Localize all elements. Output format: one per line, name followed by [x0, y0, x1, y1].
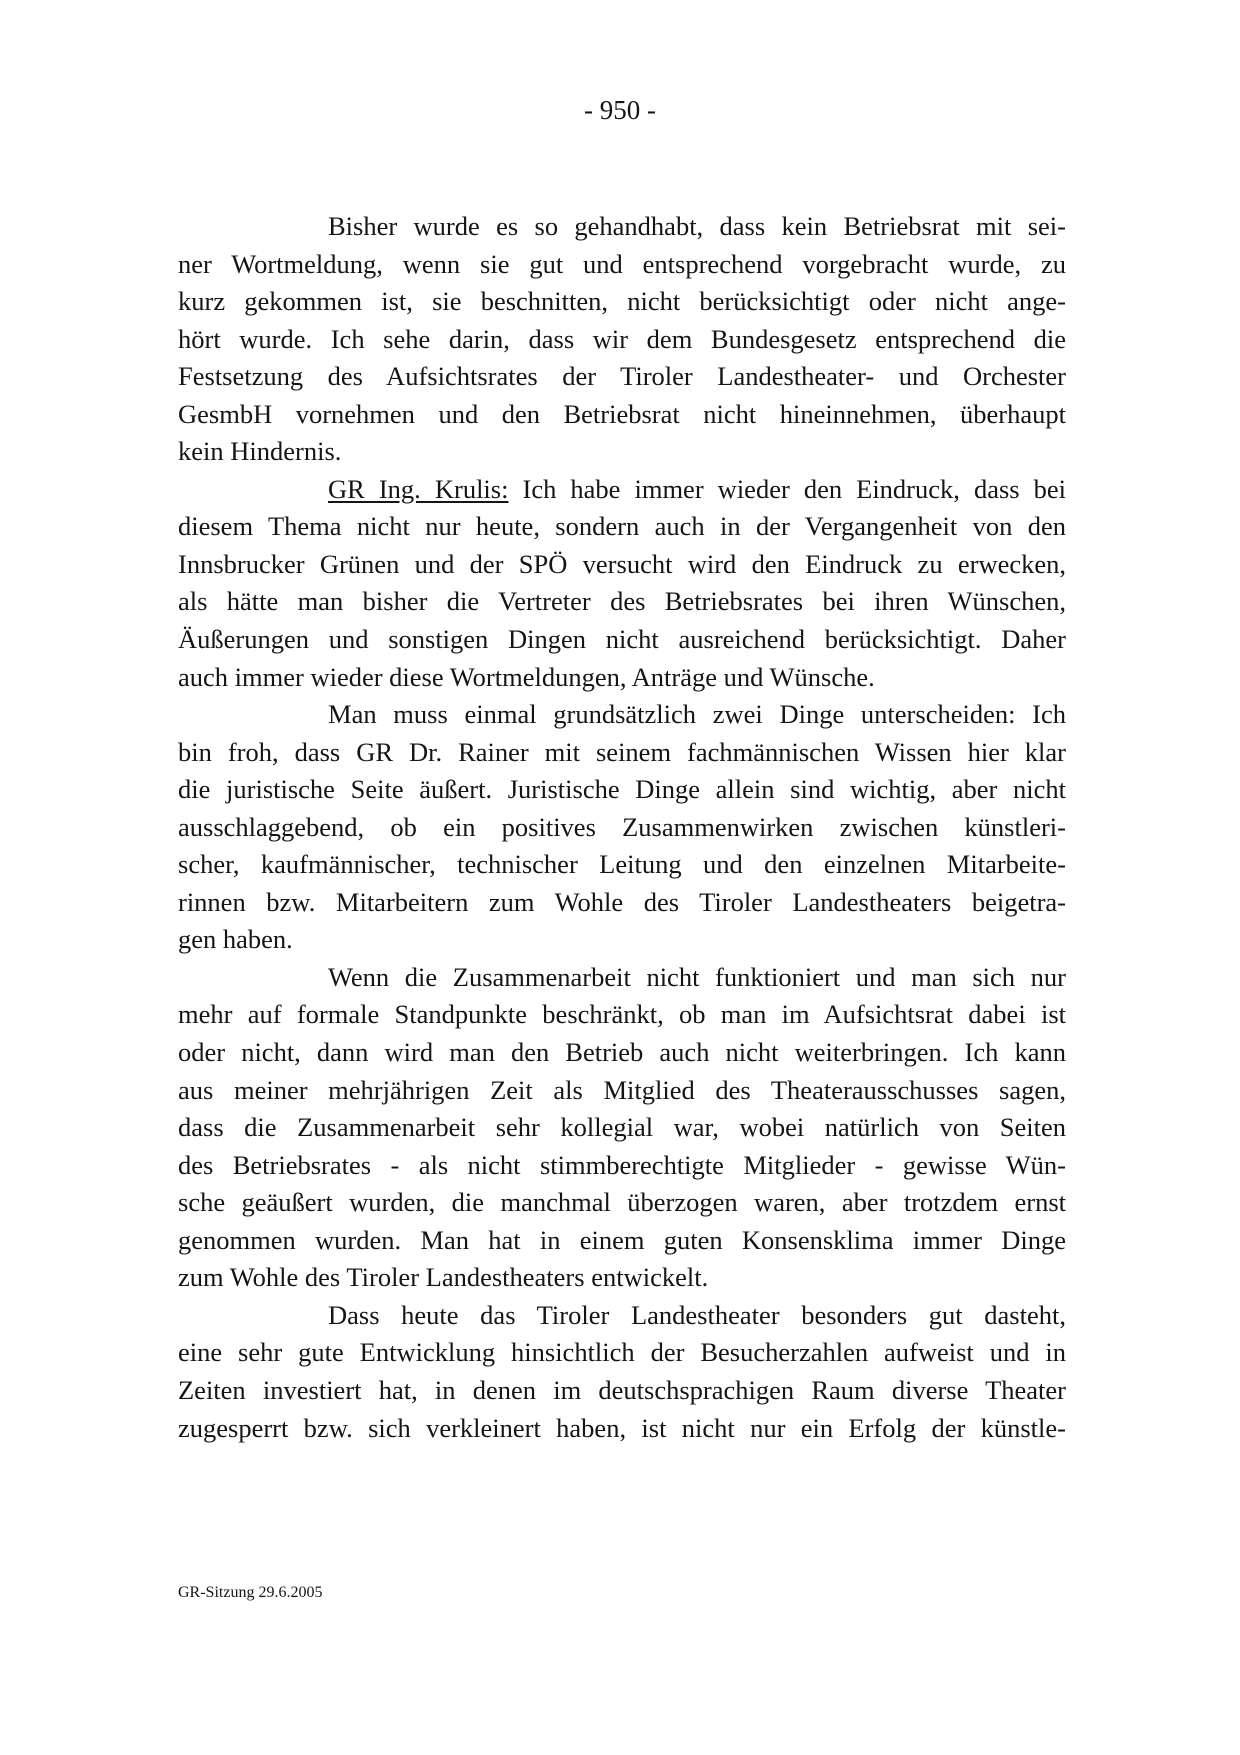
text-line	[178, 959, 1066, 997]
text-line	[178, 246, 1066, 284]
page-number: - 950 -	[584, 95, 656, 125]
text-line	[178, 583, 1066, 621]
text-line	[178, 1034, 1066, 1072]
text-line	[178, 1410, 1066, 1448]
line-text: zugesperrt bzw. sich verkleinert haben, ist nicht nur ein Erfolg der künstle-	[178, 1412, 1066, 1443]
text-line	[178, 809, 1066, 847]
text-line	[178, 1072, 1066, 1110]
paragraph	[178, 208, 1066, 471]
text-line	[178, 433, 1066, 471]
text-line	[178, 396, 1066, 434]
line-text: ausschlaggebend, ob ein positives Zusammenwirken zwischen künstleri-	[178, 811, 1066, 842]
paragraph	[178, 959, 1066, 1297]
paragraph	[178, 1297, 1066, 1447]
text-line	[178, 771, 1066, 809]
line-text: kurz gekommen ist, sie beschnitten, nicht berücksichtigt oder nicht ange-	[178, 286, 1066, 317]
line-text: sche geäußert wurden, die manchmal überzogen waren, aber trotzdem ernst	[178, 1187, 1066, 1218]
line-text: ner Wortmeldung, wenn sie gut und entsprechend vorgebracht wurde, zu	[178, 248, 1066, 279]
line-text: aus meiner mehrjährigen Zeit als Mitglied des Theaterausschusses sagen,	[178, 1074, 1066, 1105]
text-line	[178, 846, 1066, 884]
line-text: Man muss einmal grundsätzlich zwei Dinge unterscheiden: Ich	[328, 699, 1066, 730]
text-line	[178, 1222, 1066, 1260]
line-text: Wenn die Zusammenarbeit nicht funktioniert und man sich nur	[328, 961, 1066, 992]
line-text: Innsbrucker Grünen und der SPÖ versucht wird den Eindruck zu erwecken,	[178, 548, 1066, 579]
line-text: gen haben.	[178, 924, 293, 955]
line-text: Dass heute das Tiroler Landestheater besonders gut dasteht,	[328, 1299, 1066, 1330]
line-text: Festsetzung des Aufsichtsrates der Tiroler Landestheater- und Orchester	[178, 361, 1066, 392]
line-text: genommen wurden. Man hat in einem guten Konsensklima immer Dinge	[178, 1224, 1066, 1255]
text-line	[178, 471, 1066, 509]
text-line	[178, 921, 1066, 959]
line-text: oder nicht, dann wird man den Betrieb auch nicht weiterbringen. Ich kann	[178, 1037, 1066, 1068]
paragraph	[178, 696, 1066, 959]
text-line	[178, 321, 1066, 359]
line-text: Zeiten investiert hat, in denen im deutschsprachigen Raum diverse Theater	[178, 1374, 1066, 1405]
line-text: des Betriebsrates - als nicht stimmberechtigte Mitglieder - gewisse Wün-	[178, 1149, 1066, 1180]
speaker-name: GR Ing. Krulis:	[328, 473, 509, 504]
line-text: scher, kaufmännischer, technischer Leitung und den einzelnen Mitarbeite-	[178, 849, 1066, 880]
line-text: Bisher wurde es so gehandhabt, dass kein Betriebsrat mit sei-	[328, 211, 1066, 241]
line-text: eine sehr gute Entwicklung hinsichtlich der Besucherzahlen aufweist und in	[178, 1337, 1066, 1368]
line-text: die juristische Seite äußert. Juristische Dinge allein sind wichtig, aber nicht	[178, 774, 1066, 805]
line-text: dass die Zusammenarbeit sehr kollegial war, wobei natürlich von Seiten	[178, 1112, 1066, 1143]
text-line	[178, 884, 1066, 922]
line-text: Ich habe immer wieder den Eindruck, dass bei	[508, 473, 1067, 504]
text-line	[178, 1184, 1066, 1222]
text-line	[178, 546, 1066, 584]
line-text: bin froh, dass GR Dr. Rainer mit seinem fachmännischen Wissen hier klar	[178, 736, 1066, 767]
line-text: Äußerungen und sonstigen Dingen nicht ausreichend berücksichtigt. Daher	[178, 624, 1066, 655]
text-line	[178, 659, 1066, 697]
text-line	[178, 1259, 1066, 1297]
body-text	[178, 208, 1066, 1447]
text-line	[178, 696, 1066, 734]
text-line	[178, 1334, 1066, 1372]
text-line	[178, 996, 1066, 1034]
text-line	[178, 621, 1066, 659]
line-text: mehr auf formale Standpunkte beschränkt, ob man im Aufsichtsrat dabei ist	[178, 999, 1066, 1030]
footer-session-date: GR-Sitzung 29.6.2005	[178, 1584, 323, 1601]
text-line	[178, 1109, 1066, 1147]
line-text: auch immer wieder diese Wortmeldungen, Anträge und Wünsche.	[178, 661, 875, 692]
text-line	[178, 208, 1066, 246]
line-text: rinnen bzw. Mitarbeitern zum Wohle des Tiroler Landestheaters beigetra-	[178, 886, 1066, 917]
text-line	[178, 508, 1066, 546]
line-text: diesem Thema nicht nur heute, sondern auch in der Vergangenheit von den	[178, 511, 1066, 542]
text-line	[178, 1147, 1066, 1185]
text-line	[178, 1372, 1066, 1410]
line-text: GesmbH vornehmen und den Betriebsrat nicht hineinnehmen, überhaupt	[178, 398, 1066, 429]
text-line	[178, 283, 1066, 321]
text-line	[178, 734, 1066, 772]
line-text: hört wurde. Ich sehe darin, dass wir dem Bundesgesetz entsprechend die	[178, 323, 1066, 354]
line-text: kein Hindernis.	[178, 436, 342, 467]
text-line	[178, 358, 1066, 396]
text-line	[178, 1297, 1066, 1335]
paragraph	[178, 471, 1066, 696]
line-text: als hätte man bisher die Vertreter des Betriebsrates bei ihren Wünschen,	[178, 586, 1066, 617]
line-text: zum Wohle des Tiroler Landestheaters entwickelt.	[178, 1262, 709, 1293]
